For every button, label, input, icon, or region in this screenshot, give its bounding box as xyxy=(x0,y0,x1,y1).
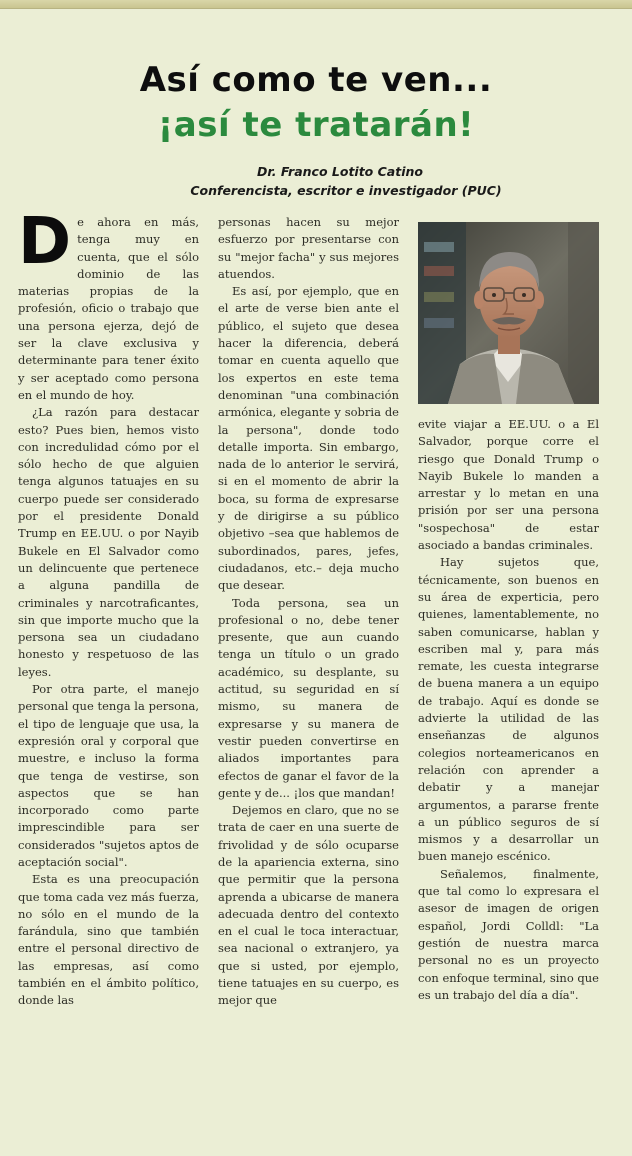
article-title-line-1: Así como te ven... xyxy=(139,60,493,100)
article-column-2 xyxy=(218,214,399,1144)
article-column-1 xyxy=(18,205,199,1144)
column-3-text xyxy=(418,416,599,1004)
author-name-text: Dr. Franco Lotito Catino xyxy=(257,164,423,179)
article-column-3 xyxy=(418,222,599,1152)
article-title-line-2: ¡así te tratarán! xyxy=(157,105,475,145)
author-portrait-graphic xyxy=(418,222,599,404)
column-1-paragraph-1 xyxy=(18,205,199,404)
column-2-paragraph-4: Dejemos en claro, que no se trata de caer en una suerte de frivolidad y de sólo ocuparse de la apariencia externa, sino que permitir que la persona aprenda a ubicarse de manera adecuada dentro del contexto en el cual le toca interactuar, sea nacional o extranjero, ya que si usted, por ejemplo, tiene tatuajes en su cuerpo, es mejor que xyxy=(218,803,399,1008)
top-rule xyxy=(0,0,632,9)
author-portrait-icon xyxy=(418,222,599,404)
column-1-paragraph-4: Esta es una preocupación que toma cada vez más fuerza, no sólo en el mundo de la farándula, sino que también entre el personal directivo de las empresas, así como también en el ámbito político, donde las xyxy=(18,872,199,1008)
column-2-paragraph-3: Toda persona, sea un profesional o no, debe tener presente, que aun cuando tenga un título o un grado académico, su desplante, su actitud, su seguridad en sí mismo, su manera de expresarse y su manera de vestir pueden convertirse en aliados importantes para efectos de ganar el favor de la gente y de... ¡los que mandan! xyxy=(218,595,399,800)
column-1-paragraph-3: Por otra parte, el manejo personal que tenga la persona, el tipo de lenguaje que usa, la expresión oral y corporal que muestre, e incluso la forma que tenga de vestirse, son aspectos que se han incorporado como parte imprescindible para ser considerados "sujetos aptos de aceptación social". xyxy=(18,682,199,869)
column-3-paragraph-3: Señalemos, finalmente, que tal como lo expresara el asesor de imagen de origen español, Jordi Colldl: "La gestión de nuestra marca personal no es un proyecto con enfoque terminal, sino que es un trabajo del día a día". xyxy=(418,866,599,1002)
column-2-paragraph-2: Es así, por ejemplo, que en el arte de verse bien ante el público, el sujeto que desea hacer la diferencia, deberá tomar en cuenta aquello que los expertos en este tema denominan "una combinación armónica, elegante y sobria de la persona", donde todo detalle importa. Sin embargo, nada de lo anterior le servirá, si en el momento de abrir la boca, su forma de expresarse y de dirigirse a su público objetivo –sea que hablemos de subordinados, pares, jefes, ciudadanos, etc.– deja mucho que desear. xyxy=(218,284,399,593)
author-name xyxy=(0,164,600,180)
column-3-paragraph-2: Hay sujetos que, técnicamente, son buenos en su área de experticia, pero quienes, lamentablemente, no saben comunicarse, hablan y escriben mal y, para más remate, les cuesta integrarse de buena manera a un equipo de trabajo. Aquí es donde se advierte la utilidad de las enseñanzas de algunos colegios norteamericanos en relación con aprender a debatir y a manejar argumentos, a pararse frente a un público seguros de sí mismos y a desarrollar un buen manejo escénico. xyxy=(418,555,599,864)
author-role: Conferencista, escritor e investigador (PUC) xyxy=(190,183,502,198)
column-1-paragraph-2: ¿La razón para destacar esto? Pues bien, hemos visto con incredulidad cómo por el sólo hecho de que alguien tenga algunos tatuajes en su cuerpo puede ser considerado por el presidente Donald Trump en EE.UU. o por Nayib Bukele en El Salvador como un delincuente que pertenece a alguna pandilla de criminales y narcotraficantes, sin que importe mucho que la persona sea un ciudadano honesto y respetuoso de las leyes. xyxy=(18,405,199,679)
column-1-paragraph-1-text: e ahora en más, tenga muy en cuenta, que el sólo dominio de las materias propias de la profesión, oficio o trabajo que una persona ejerza, dejó de ser la clave exclusiva y determinante para tener éxito y ser aceptado como persona en el mundo de hoy. xyxy=(18,215,199,402)
drop-cap: D xyxy=(18,205,72,279)
column-2-paragraph-1: personas hacen su mejor esfuerzo por presentarse con su "mejor facha" y sus mejores atuendos. xyxy=(218,215,399,281)
column-3-paragraph-1: evite viajar a EE.UU. o a El Salvador, porque corre el riesgo que Donald Trump o Nayib Bukele lo manden a arrestar y lo metan en una prisión por ser una persona "sospechosa" de estar asociado a bandas criminales. xyxy=(418,417,599,553)
